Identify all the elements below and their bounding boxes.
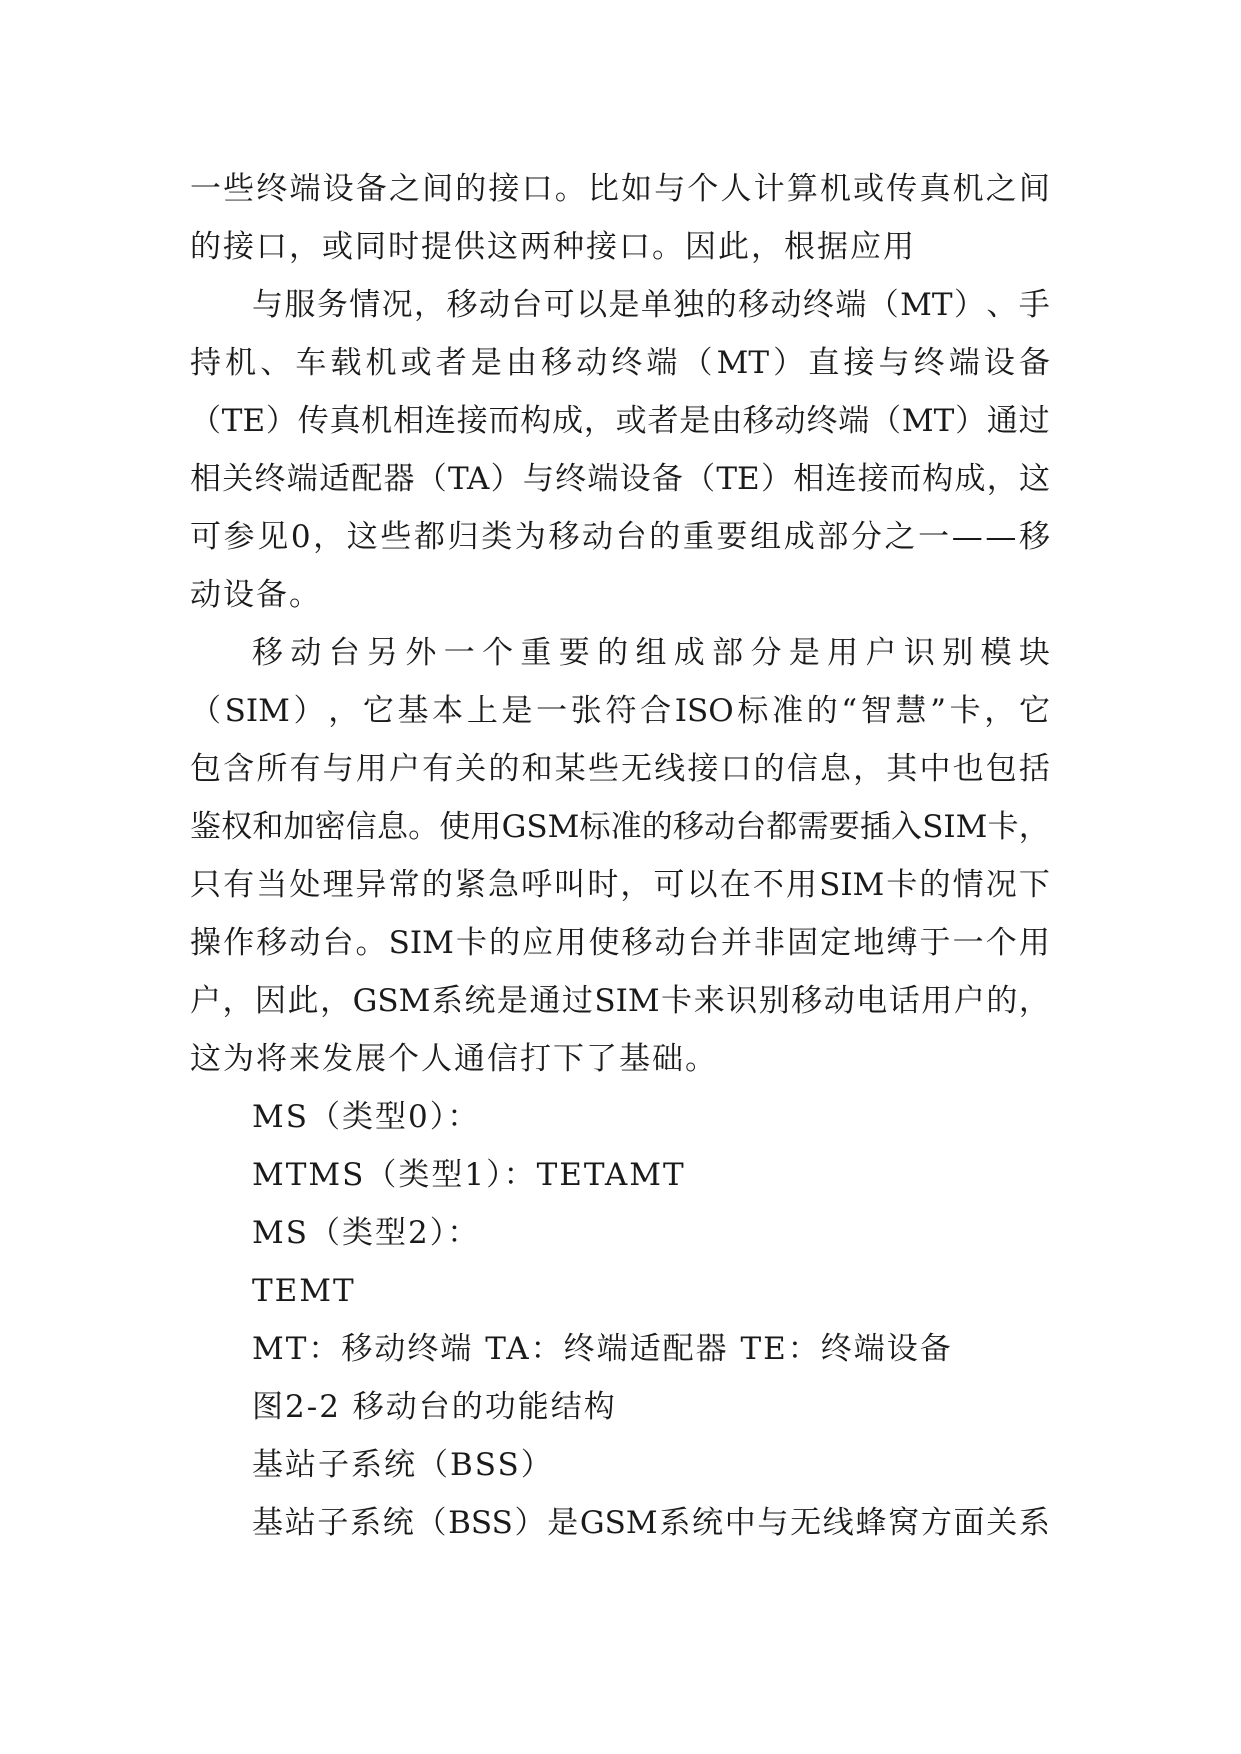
- text-line: 移 动 台 另 外 一 个 重 要 的 组 成 部 分 是 用 户 识 别 模 块: [252, 635, 1050, 671]
- text-line: 户 ， 因 此 ， GSM 系 统 是 通 过 SIM 卡 来 识 别 移 动 电 话 用 户 的 ，: [190, 983, 1050, 1019]
- text-line: MTMS（类型1）：TETAMT: [252, 1157, 686, 1193]
- text-line: 与 服 务 情 况 ， 移 动 台 可 以 是 单 独 的 移 动 终 端 （ MT ） 、 手: [252, 287, 1050, 323]
- text-line: 相 关 终 端 适 配 器 （ TA ） 与 终 端 设 备 （ TE ） 相 连 接 而 构 成 ， 这: [190, 461, 1050, 497]
- text-line: 可 参 见 0 ， 这 些 都 归 类 为 移 动 台 的 重 要 组 成 部 分 之 一 — — 移: [190, 519, 1050, 555]
- text-line: 操 作 移 动 台 。 SIM 卡 的 应 用 使 移 动 台 并 非 固 定 地 缚 于 一 个 用: [190, 925, 1050, 961]
- text-line: MS（类型0）：: [252, 1099, 481, 1135]
- text-line: 鉴 权 和 加 密 信 息 。 使 用 GSM 标 准 的 移 动 台 都 需 要 插 入 SIM 卡 ，: [190, 809, 1050, 845]
- text-line: 包 含 所 有 与 用 户 有 关 的 和 某 些 无 线 接 口 的 信 息 ， 其 中 也 包 括: [190, 751, 1050, 787]
- text-line: 一 些 终 端 设 备 之 间 的 接 口 。 比 如 与 个 人 计 算 机 或 传 真 机 之 间: [190, 171, 1050, 207]
- text-line: （ SIM ） ， 它 基 本 上 是 一 张 符 合 ISO 标 准 的 “ 智 慧 ” 卡 ， 它: [190, 693, 1050, 729]
- document-body: [190, 160, 1050, 1552]
- text-line: MT：移动终端 TA：终端适配器 TE：终端设备: [252, 1331, 953, 1367]
- text-line: 只 有 当 处 理 异 常 的 紧 急 呼 叫 时 ， 可 以 在 不 用 SIM 卡 的 情 况 下: [190, 867, 1050, 903]
- text-line: 持 机 、 车 载 机 或 者 是 由 移 动 终 端 （ MT ） 直 接 与 终 端 设 备: [190, 345, 1050, 381]
- text-line: 基 站 子 系 统 （ BSS ） 是 GSM 系 统 中 与 无 线 蜂 窝 方 面 关 系: [252, 1505, 1050, 1541]
- text-line: 基站子系统（BSS）: [252, 1447, 554, 1483]
- text-line: MS（类型2）：: [252, 1215, 481, 1251]
- text-line: 这为将来发展个人通信打下了基础。: [190, 1041, 718, 1077]
- text-line: 图2-2 移动台的功能结构: [252, 1389, 617, 1425]
- text-line: 动设备。: [190, 577, 322, 613]
- text-line: TEMT: [252, 1273, 356, 1309]
- text-line: （ TE ） 传 真 机 相 连 接 而 构 成 ， 或 者 是 由 移 动 终 端 （ MT ） 通 过: [190, 403, 1050, 439]
- text-line: 的接口，或同时提供这两种接口。因此，根据应用: [190, 229, 916, 265]
